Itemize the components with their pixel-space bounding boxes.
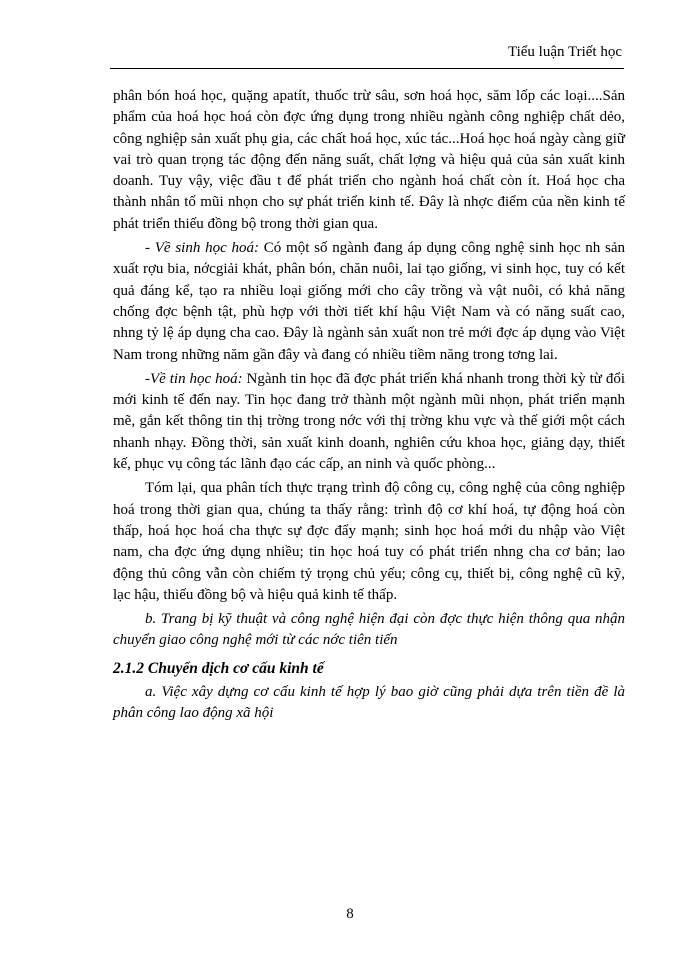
biology-lead: - Về sinh học hoá: bbox=[145, 240, 260, 257]
section-heading: 2.1.2 Chuyển dịch cơ cấu kinh tế bbox=[113, 659, 324, 677]
page-header bbox=[110, 36, 624, 69]
biology-body: Có một số ngành đang áp dụng công nghệ sinh học nh sản xuất rợu bia, nớcgiải khát, phân bón, chăn nuôi, lai tạo giống, vi sinh học, tuy có kết quả đáng kể, tạo ra nhiều loại giống mới cho cây trồng và vật nuôi, có khả năng chống đợc bệnh tật, phù hợp với thời tiết khí hậu Việt Nam và có năng suất cao, nhng tỷ lệ áp dụng cha cao. Đây là ngành sản xuất non trẻ mới đợc áp dụng vào Việt Nam trong những năm gần đây và đang có nhiều tiềm năng trong tơng lai. bbox=[113, 240, 625, 363]
paragraph-summary: Tóm lại, qua phân tích thực trạng trình độ công cụ, công nghệ của công nghiệp hoá trong thời gian qua, chúng ta thấy rằng: trình độ cơ khí hoá, tự động hoá còn thấp, hoá học hoá cha thực sự đợc đẩy mạnh; sinh học hoá mới du nhập vào Việt nam, cha đợc ứng dụng nhiều; tin học hoá tuy có phát triển nhng cha cơ bản; lao động thủ công vẫn còn chiếm tỷ trọng chủ yếu; công cụ, thiết bị, công nghệ cũ kỹ, lạc hậu, thiếu đồng bộ và hiệu quả kinh tế thấp. bbox=[113, 480, 625, 603]
document-body bbox=[113, 86, 625, 724]
paragraph-technology-transfer: b. Trang bị kỹ thuật và công nghệ hiện đại còn đợc thực hiện thông qua nhận chuyển giao công nghệ mới từ các nớc tiên tiến bbox=[113, 611, 625, 649]
informatics-body: Ngành tin học đã đợc phát triển khá nhanh trong thời kỳ từ đổi mới kinh tế đến nay. Tin học đang trở thành một ngành mũi nhọn, phát triển mạnh mẽ, gắn kết thông tin thị trờng trong nớc với thị trờng khu vực và thế giới một cách nhanh nhạy. Đồng thời, sản xuất kinh doanh, nghiên cứu khoa học, giảng dạy, thiết kế, phục vụ công tác lãnh đạo các cấp, an ninh và quốc phòng... bbox=[113, 370, 625, 473]
paragraph-chemistry: phân bón hoá học, quặng apatít, thuốc trừ sâu, sơn hoá học, săm lốp các loại....Sản phẩm của hoá học hoá còn đợc ứng dụng trong nhiều ngành công nghiệp chất dẻo, công nghiệp sản xuất phụ gia, các chất hoá học, xúc tác...Hoá học hoá ngày càng giữ vai trò quan trọng tác động đến năng suất, chất lợng và hiệu quả của sản xuất kinh doanh. Tuy vậy, việc đầu t để phát triển cho ngành hoá chất còn ít. Hoá học cha thành nhân tố mũi nhọn cho sự phát triển kinh tế. Đây là nhợc điểm của nền kinh tế phát triển thiếu đồng bộ trong thời gian qua. bbox=[113, 88, 625, 232]
paragraph-biology bbox=[113, 238, 625, 366]
page-number: 8 bbox=[346, 906, 354, 922]
paragraph-informatics bbox=[113, 369, 625, 475]
section-subheading: a. Việc xây dựng cơ cấu kinh tế hợp lý bao giờ cũng phải dựa trên tiền đề là phân công lao động xã hội bbox=[113, 683, 625, 722]
header-title: Tiểu luận Triết học bbox=[507, 44, 622, 60]
informatics-lead: -Về tin học hoá: bbox=[145, 370, 243, 387]
